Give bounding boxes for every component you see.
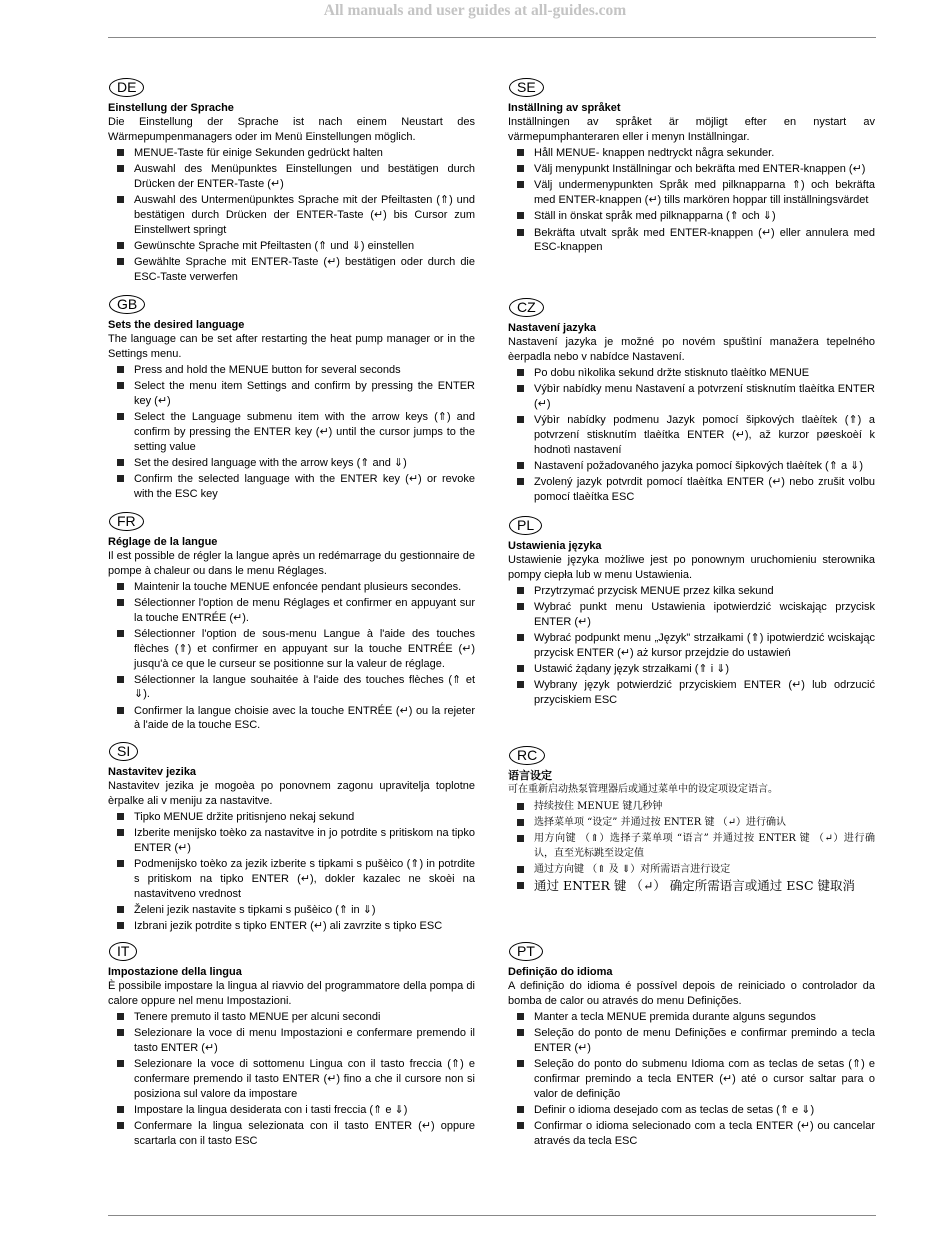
square-bullet-icon (117, 860, 124, 867)
instruction-text: Zvolený jazyk potvrdit pomocí tlaèítka ENTER (↵) nebo zrušit volbu pomocí tlaèítka ESC (534, 475, 875, 503)
section-heading: Réglage de la langue (108, 536, 218, 548)
language-code-badge-fr: FR (109, 512, 144, 531)
instruction-text: Impostare la lingua desiderata con i tasti freccia (⇑ e ⇓) (134, 1103, 408, 1116)
instruction-item (108, 239, 475, 254)
square-bullet-icon (117, 413, 124, 420)
square-bullet-icon (517, 478, 524, 485)
instruction-text: Set the desired language with the arrow keys (⇑ and ⇓) (134, 456, 407, 469)
instruction-item (108, 472, 475, 501)
section-heading: Einstellung der Sprache (108, 102, 234, 114)
instruction-list (508, 1010, 875, 1148)
instruction-text: Bekräfta utvalt språk med ENTER-knappen (↵) eller annulera med ESC-knappen (534, 226, 875, 254)
bottom-divider (108, 1215, 876, 1216)
square-bullet-icon (517, 634, 524, 641)
square-bullet-icon (517, 603, 524, 610)
instruction-item (108, 1119, 475, 1148)
square-bullet-icon (517, 587, 524, 594)
square-bullet-icon (517, 462, 524, 469)
instruction-text: 通过方向键 （⇑ 及 ⇓）对所需语言进行设定 (534, 863, 731, 875)
instruction-text: MENUE-Taste für einige Sekunden gedrückt halten (134, 147, 383, 159)
instruction-text: Tipko MENUE držite pritisnjeno nekaj sekund (134, 811, 355, 823)
square-bullet-icon (117, 165, 124, 172)
square-bullet-icon (517, 1122, 524, 1129)
square-bullet-icon (117, 1060, 124, 1067)
instruction-item (508, 178, 875, 207)
square-bullet-icon (117, 258, 124, 265)
square-bullet-icon (117, 829, 124, 836)
language-code-badge-it: IT (109, 942, 137, 961)
instruction-text: Auswahl des Untermenüpunktes Sprache mit der Pfeiltasten (⇑) und bestätigen durch Drücken der ENTER-Taste (↵) bis Cursor zum Einstellwert springt (134, 194, 475, 236)
instruction-item (108, 410, 475, 454)
square-bullet-icon (517, 416, 524, 423)
section-heading: 语言设定 (508, 770, 552, 782)
square-bullet-icon (117, 196, 124, 203)
instruction-item (508, 816, 875, 831)
section-rc (508, 746, 875, 895)
instruction-text: Izberite menijsko toèko za nastavitve in jo potrdite s pritiskom na tipko ENTER (↵) (134, 827, 475, 854)
instruction-text: Selezionare la voce di menu Impostazioni e confermare premendo il tasto ENTER (↵) (134, 1027, 475, 1054)
instruction-list (508, 146, 875, 255)
square-bullet-icon (517, 882, 524, 889)
instruction-item (508, 863, 875, 878)
square-bullet-icon (117, 630, 124, 637)
instruction-text: Sélectionner la langue souhaitée à l'aide des touches flèches (⇑ et ⇓). (134, 673, 475, 701)
square-bullet-icon (117, 1106, 124, 1113)
square-bullet-icon (117, 149, 124, 156)
section-heading: Definição do idioma (508, 966, 613, 978)
language-code-badge-cz: CZ (509, 298, 544, 317)
language-code-badge-se: SE (509, 78, 544, 97)
instruction-text: Wybrać podpunkt menu „Język" strzałkami (⇑) ipotwierdzić wciskając przycisk ENTER (↵) aż kursor przejdzie do ustawień (534, 632, 875, 659)
section-heading: Ustawienia języka (508, 540, 602, 552)
instruction-text: Confirmer la langue choisie avec la touche ENTRÉE (↵) ou la rejeter à l'aide de la touche ESC. (134, 704, 475, 732)
section-intro: Ustawienie języka możliwe jest po ponownym uruchomieniu sterownika pompy ciepła lub w menu Ustawienia. (508, 554, 875, 581)
instruction-text: Po dobu nìkolika sekund držte stisknuto tlaèítko MENUE (534, 367, 810, 379)
section-intro: Il est possible de régler la langue après un redémarrage du gestionnaire de pompe à chaleur ou dans le menu Réglages. (108, 550, 475, 577)
square-bullet-icon (517, 165, 524, 172)
square-bullet-icon (517, 1060, 524, 1067)
instruction-text: Seleção do ponto de menu Definições e confirmar premindo a tecla ENTER (↵) (534, 1027, 875, 1054)
instruction-text: Nastavení požadovaného jazyka pomocí šipkových tlaèítek (⇑ a ⇓) (534, 459, 864, 472)
language-code-badge-rc: RC (509, 746, 545, 765)
square-bullet-icon (517, 1029, 524, 1036)
section-heading: Nastavitev jezika (108, 766, 197, 778)
instruction-text: Selezionare la voce di sottomenu Lingua con il tasto freccia (⇑) e confermare premendo il tasto ENTER (↵) fino a che il cursore non si posiziona sul valore da impostare (134, 1058, 475, 1100)
language-code-badge-pt: PT (509, 942, 543, 961)
square-bullet-icon (517, 181, 524, 188)
instruction-item (108, 379, 475, 408)
instruction-item (108, 857, 475, 901)
section-si (108, 742, 475, 935)
instruction-item (108, 919, 475, 934)
instruction-text: Wybrać punkt menu Ustawienia ipotwierdzić wciskając przycisk ENTER (↵) (534, 601, 875, 628)
instruction-text: Gewählte Sprache mit ENTER-Taste (↵) bestätigen oder durch die ESC-Taste verwerfen (134, 255, 475, 283)
instruction-item (108, 810, 475, 825)
instruction-text: Auswahl des Menüpunktes Einstellungen und bestätigen durch Drücken der ENTER-Taste (↵) (134, 163, 475, 190)
square-bullet-icon (117, 475, 124, 482)
instruction-item (508, 475, 875, 504)
instruction-item (508, 209, 875, 224)
section-intro: Inställningen av språket är möjligt efter en nystart av värmepumphanteraren eller i menyn Inställningar. (508, 116, 875, 143)
top-divider (108, 37, 876, 38)
instruction-text: 用方向键 （⇑）选择子菜单项 “语言” 并通过按 ENTER 键 （↵）进行确认，直至光标跳至设定值 (534, 832, 875, 859)
instruction-list (108, 1010, 475, 1148)
instruction-text: Sélectionner l'option de menu Réglages et confirmer en appuyant sur la touche ENTRÉE (↵). (134, 597, 475, 624)
instruction-item (108, 1057, 475, 1101)
square-bullet-icon (117, 366, 124, 373)
instruction-item (508, 662, 875, 677)
section-intro: A definição do idioma é possível depois de reiniciado o controlador da bomba de calor ou através do menu Definições. (508, 980, 875, 1007)
square-bullet-icon (117, 1029, 124, 1036)
instruction-text: Välj menypunkt Inställningar och bekräfta med ENTER-knappen (↵) (534, 163, 866, 176)
instruction-text: 选择菜单项 “设定” 并通过按 ENTER 键 （↵）进行确认 (534, 816, 787, 828)
section-intro: Die Einstellung der Sprache ist nach einem Neustart des Wärmepumpenmanagers oder im Menü Einstellungen möglich. (108, 116, 475, 143)
language-code-badge-pl: PL (509, 516, 542, 535)
instruction-list (108, 146, 475, 284)
instruction-text: Ustawić żądany język strzałkami (⇑ i ⇓) (534, 663, 730, 676)
instruction-text: Przytrzymać przycisk MENUE przez kilka sekund (534, 585, 774, 597)
instruction-list (108, 810, 475, 934)
section-se (508, 78, 875, 256)
instruction-text: Izbrani jezik potrdite s tipko ENTER (↵) ali zavrzite s tipko ESC (134, 919, 443, 932)
instruction-item (508, 1010, 875, 1025)
instruction-list (108, 363, 475, 501)
section-intro: Nastavení jazyka je možné po novém spuštìní manažera tepelného èerpadla nebo v nabídce Nastavení. (508, 336, 875, 363)
section-gb (108, 295, 475, 503)
instruction-item (508, 631, 875, 660)
instruction-text: Confermare la lingua selezionata con il tasto ENTER (↵) oppure scartarla con il tasto ESC (134, 1119, 475, 1147)
square-bullet-icon (117, 676, 124, 683)
square-bullet-icon (517, 681, 524, 688)
instruction-text: Select the Language submenu item with the arrow keys (⇑) and confirm by pressing the ENTER key (↵) until the cursor jumps to the setting value (134, 411, 475, 453)
square-bullet-icon (117, 583, 124, 590)
square-bullet-icon (117, 922, 124, 929)
square-bullet-icon (117, 906, 124, 913)
instruction-item (108, 580, 475, 595)
instruction-text: Maintenir la touche MENUE enfoncée pendant plusieurs secondes. (134, 581, 462, 593)
instruction-text: Välj undermenypunkten Språk med pilknapparna ⇑) och bekräfta med ENTER-knappen (↵) tills markören hoppar till inställningsvärdet (534, 179, 875, 207)
instruction-item (108, 162, 475, 191)
instruction-text: Confirmar o idioma selecionado com a tecla ENTER (↵) ou cancelar através da tecla ESC (534, 1119, 875, 1147)
square-bullet-icon (517, 665, 524, 672)
instruction-text: Ställ in önskat språk med pilknapparna (⇑ och ⇓) (534, 210, 776, 223)
instruction-text: 持续按住 MENUE 键几秒钟 (534, 800, 663, 812)
instruction-text: Wybrany język potwierdzić przyciskiem ENTER (↵) lub odrzucić przyciskiem ESC (534, 679, 875, 706)
instruction-item (108, 363, 475, 378)
section-it (108, 942, 475, 1150)
instruction-text: Seleção do ponto do submenu Idioma com as teclas de setas (⇑) e confirmar premindo a tecla ENTER (↵) até o cursor saltar para o valor de definição (534, 1058, 875, 1100)
section-heading: Impostazione della lingua (108, 966, 242, 978)
instruction-item (508, 413, 875, 457)
section-de (108, 78, 475, 286)
instruction-list (508, 800, 875, 894)
square-bullet-icon (517, 1106, 524, 1113)
instruction-text: Sélectionner l'option de sous-menu Langue à l'aide des touches flèches (⇑) et confirmer en appuyant sur la touche ENTRÉE (↵) jusqu'à ce que le curseur se positionne sur la valeur de réglage. (134, 628, 475, 670)
square-bullet-icon (117, 459, 124, 466)
watermark: All manuals and user guides at all-guides.com (323, 2, 627, 19)
instruction-item (508, 382, 875, 411)
section-heading: Sets the desired language (108, 319, 245, 331)
instruction-text: Tenere premuto il tasto MENUE per alcuni secondi (134, 1011, 381, 1023)
square-bullet-icon (117, 599, 124, 606)
instruction-item (508, 459, 875, 474)
instruction-list (508, 366, 875, 504)
section-pl (508, 516, 875, 709)
square-bullet-icon (517, 385, 524, 392)
instruction-item (508, 226, 875, 255)
instruction-item (108, 456, 475, 471)
instruction-text: Definir o idioma desejado com as teclas de setas (⇑ e ⇓) (534, 1103, 815, 1116)
instruction-text: Výbìr nabídky podmenu Jazyk pomocí šipkových tlaèítek (⇑) a potvrzení stisknutím tlaèítka ENTER (↵), až kurzor pøeskoèí k hodnotì nastavení (534, 414, 875, 456)
instruction-item (108, 596, 475, 625)
instruction-item (108, 704, 475, 733)
instruction-text: 通过 ENTER 键 （↵） 确定所需语言或通过 ESC 键取消 (534, 878, 856, 894)
language-code-badge-de: DE (109, 78, 144, 97)
instruction-item (508, 879, 875, 894)
instruction-item (508, 1026, 875, 1055)
instruction-item (508, 832, 875, 861)
square-bullet-icon (517, 229, 524, 236)
instruction-item (508, 800, 875, 815)
instruction-item (508, 584, 875, 599)
instruction-text: Výbìr nabídky menu Nastavení a potvrzení stisknutím tlaèítka ENTER (↵) (534, 383, 875, 410)
instruction-text: Gewünschte Sprache mit Pfeiltasten (⇑ und ⇓) einstellen (134, 239, 415, 252)
section-fr (108, 512, 475, 735)
instruction-text: Podmenijsko toèko za jezik izberite s tipkami s pušèico (⇑) in potrdite s pritiskom na tipko ENTER (↵), dokler kazalec ne skoèi na nastavitveno vrednost (134, 858, 475, 900)
instruction-item (108, 146, 475, 161)
square-bullet-icon (117, 813, 124, 820)
instruction-item (508, 1119, 875, 1148)
instruction-item (108, 627, 475, 671)
section-heading: Nastavení jazyka (508, 322, 597, 334)
instruction-text: Håll MENUE- knappen nedtryckt några sekunder. (534, 147, 775, 159)
instruction-text: Confirm the selected language with the ENTER key (↵) or revoke with the ESC key (134, 472, 475, 500)
instruction-item (508, 146, 875, 161)
instruction-item (108, 193, 475, 237)
section-intro: 可在重新启动热泵管理器后或通过菜单中的设定项设定语言。 (508, 784, 778, 795)
section-pt (508, 942, 875, 1150)
square-bullet-icon (517, 866, 524, 873)
square-bullet-icon (517, 835, 524, 842)
square-bullet-icon (117, 1013, 124, 1020)
instruction-text: Manter a tecla MENUE premida durante alguns segundos (534, 1011, 816, 1023)
square-bullet-icon (117, 1122, 124, 1129)
section-intro: The language can be set after restarting the heat pump manager or in the Settings menu. (108, 333, 475, 360)
language-code-badge-si: SI (109, 742, 138, 761)
section-intro: Nastavitev jezika je mogoèa po ponovnem zagonu upravitelja toplotne èrpalke ali v meniju za nastavitve. (108, 780, 475, 807)
square-bullet-icon (117, 242, 124, 249)
instruction-list (508, 584, 875, 708)
instruction-item (508, 1057, 875, 1101)
instruction-list (108, 580, 475, 733)
instruction-text: Press and hold the MENUE button for several seconds (134, 364, 401, 376)
instruction-item (108, 255, 475, 284)
instruction-text: Select the menu item Settings and confirm by pressing the ENTER key (↵) (134, 380, 475, 407)
square-bullet-icon (517, 803, 524, 810)
instruction-item (108, 1103, 475, 1118)
instruction-item (108, 1026, 475, 1055)
instruction-item (108, 826, 475, 855)
square-bullet-icon (517, 212, 524, 219)
square-bullet-icon (117, 382, 124, 389)
instruction-item (108, 1010, 475, 1025)
square-bullet-icon (517, 1013, 524, 1020)
instruction-item (508, 600, 875, 629)
instruction-item (108, 903, 475, 918)
instruction-item (508, 1103, 875, 1118)
instruction-item (508, 366, 875, 381)
section-intro: È possibile impostare la lingua al riavvio del programmatore della pompa di calore oppure nel menu Impostazioni. (108, 980, 475, 1007)
square-bullet-icon (517, 369, 524, 376)
section-cz (508, 298, 875, 506)
instruction-item (508, 162, 875, 177)
instruction-item (108, 673, 475, 702)
square-bullet-icon (517, 149, 524, 156)
language-code-badge-gb: GB (109, 295, 145, 314)
section-heading: Inställning av språket (508, 102, 621, 114)
square-bullet-icon (517, 819, 524, 826)
instruction-text: Želeni jezik nastavite s tipkami s pušèico (⇑ in ⇓) (134, 903, 376, 916)
instruction-item (508, 678, 875, 707)
square-bullet-icon (117, 707, 124, 714)
